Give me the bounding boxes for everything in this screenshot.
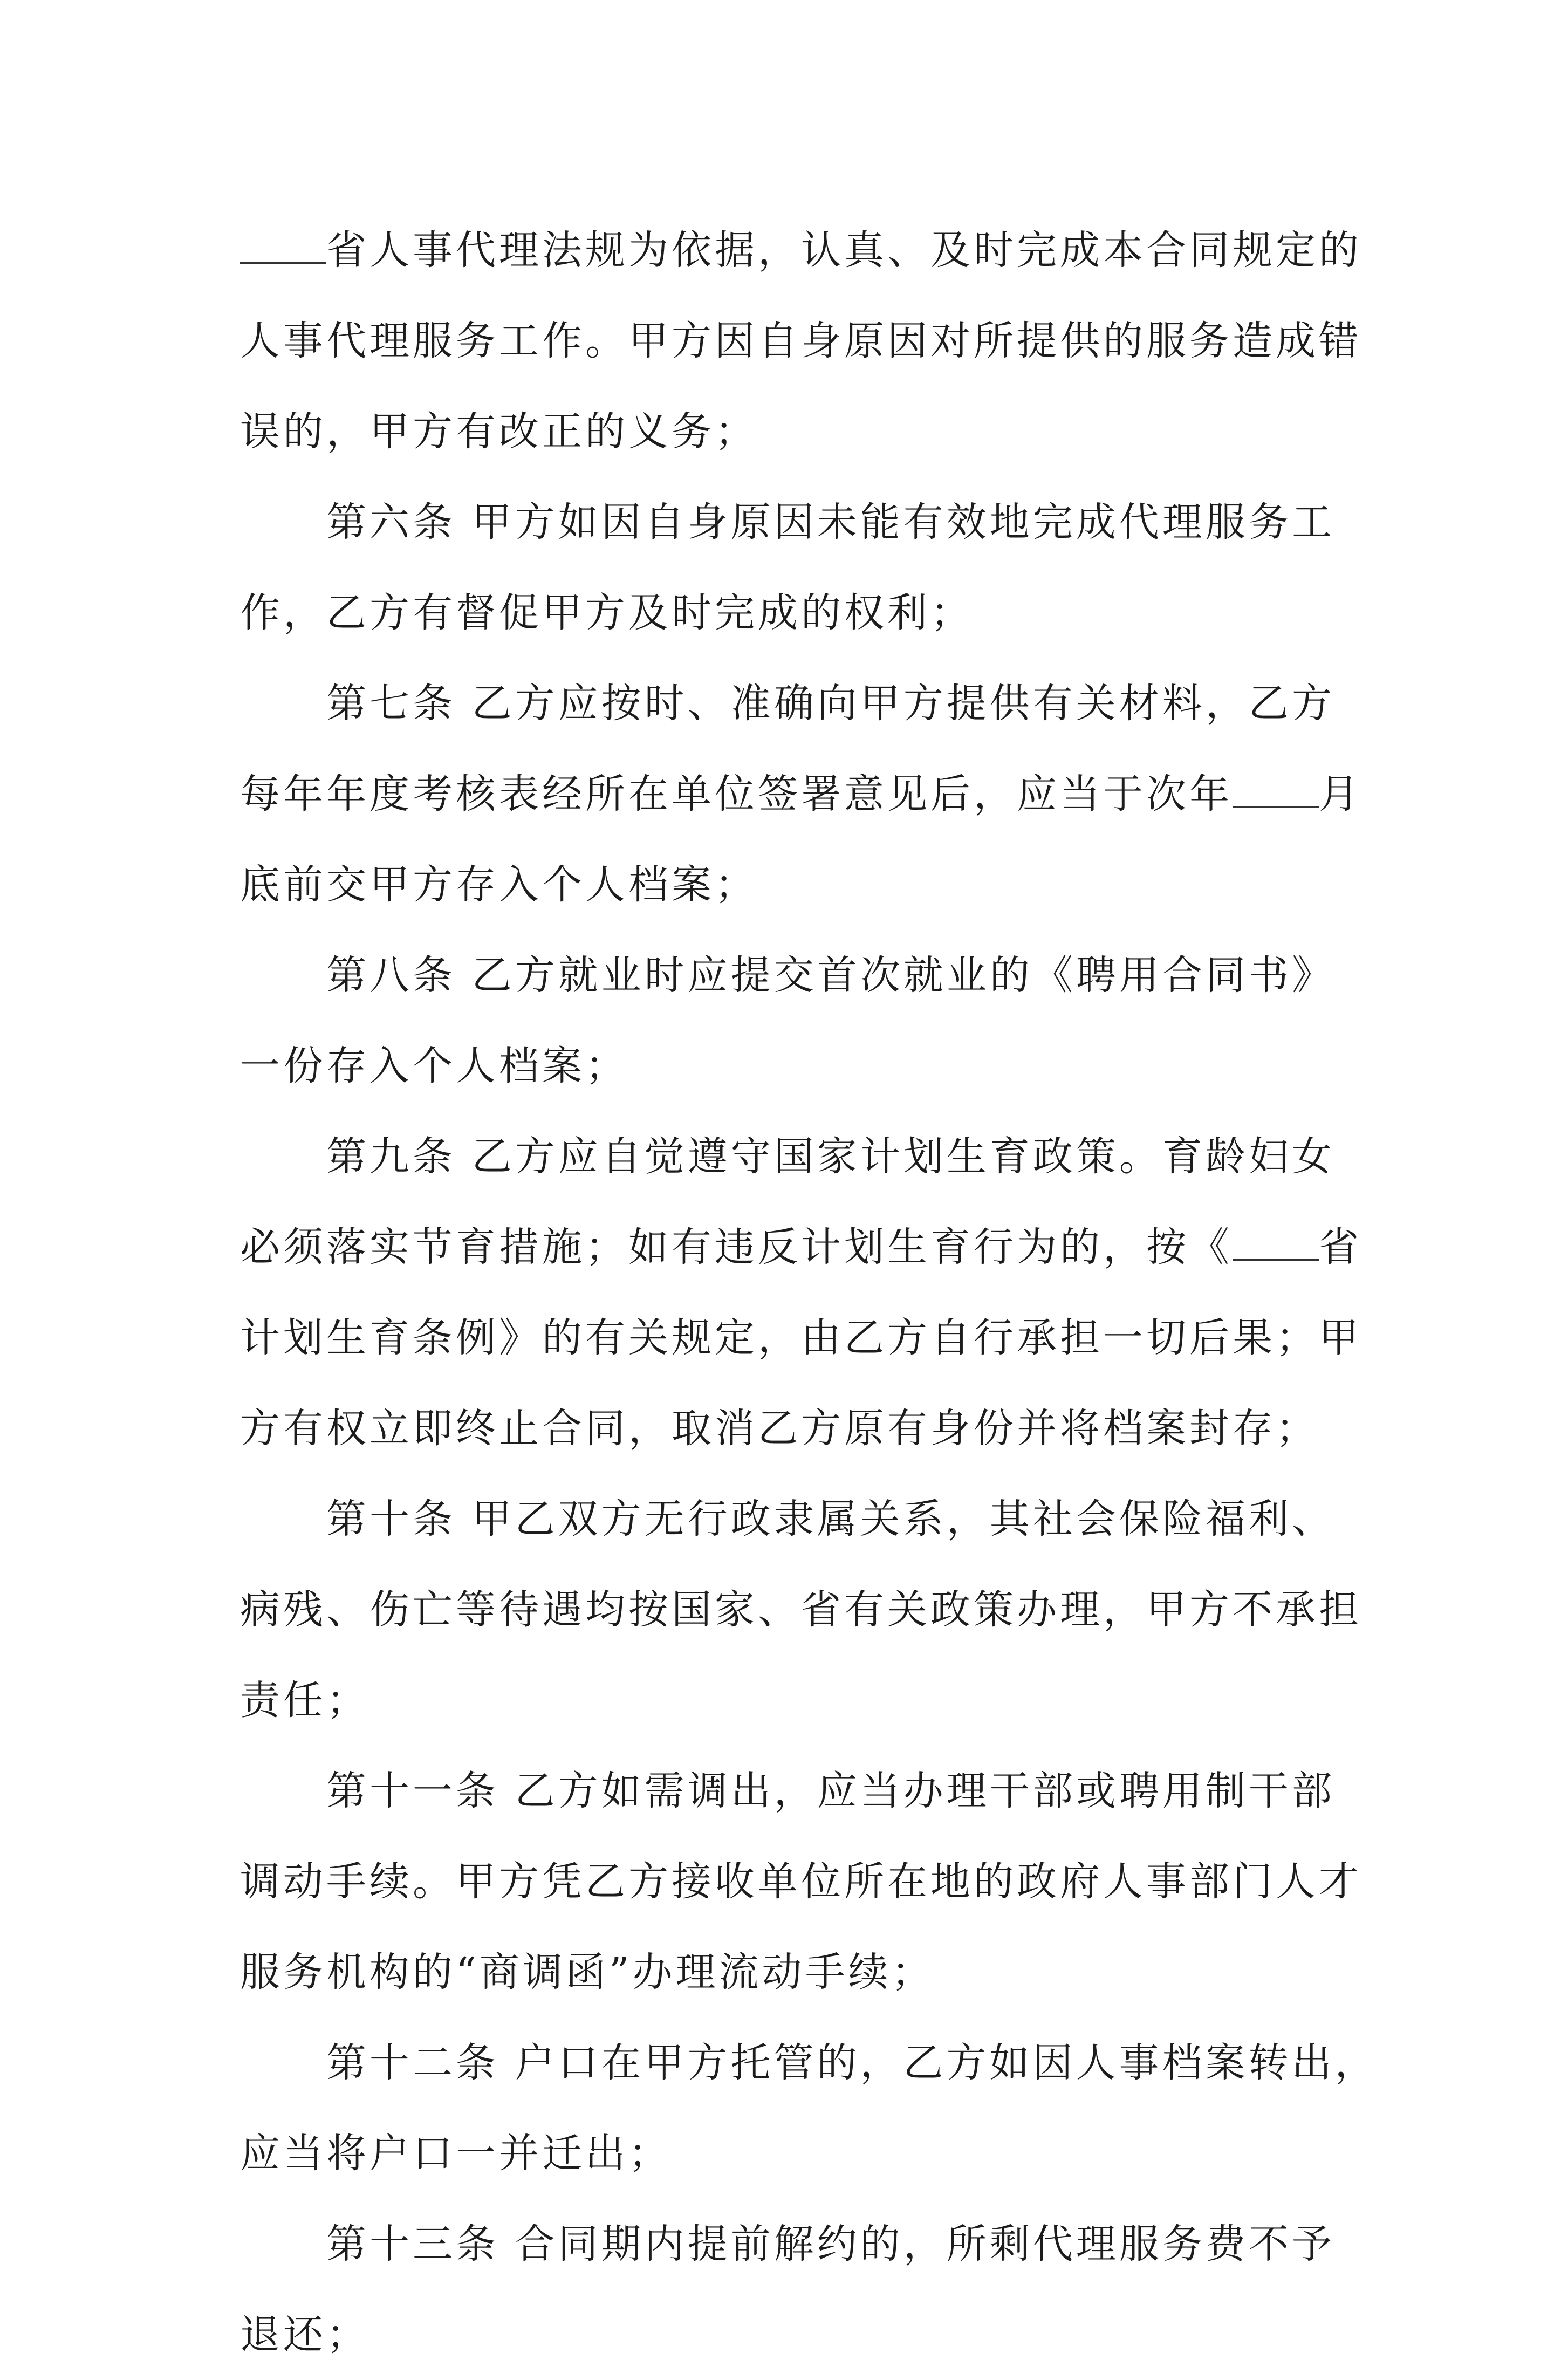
text-line: [240, 1383, 1335, 1474]
article-11-heading-line: [240, 1746, 1335, 1836]
fill-in-blank: [240, 230, 326, 264]
line-text: 人事代理服务工作。甲方因自身原因对所提供的服务造成错: [240, 318, 1362, 364]
article-12-heading-line: [240, 2017, 1378, 2108]
article-6-heading-line: [240, 477, 1335, 567]
document-body: [240, 205, 1378, 2380]
line-text: 一份存入个人档案；: [240, 1043, 628, 1089]
text-line: [240, 567, 1335, 658]
text-line: [240, 1292, 1362, 1383]
text-line: [240, 1927, 1335, 2017]
text-line: [240, 1655, 1335, 1746]
line-text: 第十二条 户口在甲方托管的，乙方如因人事档案转出，: [326, 2040, 1378, 2086]
text-line: [240, 839, 1335, 930]
text-line: [240, 1836, 1362, 1927]
line-text: 第六条 甲方如因自身原因未能有效地完成代理服务工: [326, 499, 1335, 545]
line-text: 计划生育条例》的有关规定，由乙方自行承担一切后果；甲: [240, 1315, 1362, 1361]
line-text: 省人事代理法规为依据，认真、及时完成本合同规定的: [326, 227, 1362, 273]
article-7-heading-line: [240, 658, 1335, 749]
article-9-heading-line: [240, 1111, 1335, 1202]
line-text: 月: [1319, 771, 1362, 817]
line-text: 第八条 乙方就业时应提交首次就业的《聘用合同书》: [326, 952, 1335, 998]
text-line: [240, 1021, 1335, 1111]
text-line: [240, 749, 1362, 839]
article-10-heading-line: [240, 1474, 1335, 1564]
text-line: [240, 205, 1362, 296]
text-line: [240, 2289, 1335, 2380]
line-text: 第九条 乙方应自觉遵守国家计划生育政策。育龄妇女: [326, 1133, 1335, 1180]
line-text: 第七条 乙方应按时、准确向甲方提供有关材料，乙方: [326, 680, 1335, 727]
line-text: 必须落实节育措施；如有违反计划生育行为的，按《: [240, 1224, 1233, 1270]
line-text: 责任；: [240, 1677, 369, 1724]
line-text: 第十条 甲乙双方无行政隶属关系，其社会保险福利、: [326, 1496, 1335, 1542]
line-text: 病残、伤亡等待遇均按国家、省有关政策办理，甲方不承担: [240, 1586, 1362, 1633]
text-line: [240, 2108, 1335, 2199]
article-8-heading-line: [240, 930, 1335, 1021]
line-text: 服务机构的“商调函”办理流动手续；: [240, 1949, 935, 1995]
fill-in-blank: [1233, 1227, 1319, 1261]
line-text: 误的，甲方有改正的义务；: [240, 408, 758, 455]
line-text: 调动手续。甲方凭乙方接收单位所在地的政府人事部门人才: [240, 1858, 1362, 1905]
text-line: [240, 1564, 1362, 1655]
text-line: [240, 1202, 1362, 1292]
line-text: 退还；: [240, 2311, 369, 2358]
line-text: 应当将户口一并迁出；: [240, 2130, 672, 2177]
article-13-heading-line: [240, 2199, 1335, 2289]
line-text: 第十一条 乙方如需调出，应当办理干部或聘用制干部: [326, 1768, 1335, 1814]
text-line: [240, 296, 1362, 386]
line-text: 作，乙方有督促甲方及时完成的权利；: [240, 590, 974, 636]
line-text: 省: [1319, 1224, 1362, 1270]
text-line: [240, 386, 1335, 477]
line-text: 方有权立即终止合同，取消乙方原有身份并将档案封存；: [240, 1405, 1319, 1452]
fill-in-blank: [1233, 774, 1319, 808]
line-text: 第十三条 合同期内提前解约的，所剩代理服务费不予: [326, 2221, 1335, 2267]
line-text: 每年年度考核表经所在单位签署意见后，应当于次年: [240, 771, 1233, 817]
line-text: 底前交甲方存入个人档案；: [240, 861, 758, 908]
